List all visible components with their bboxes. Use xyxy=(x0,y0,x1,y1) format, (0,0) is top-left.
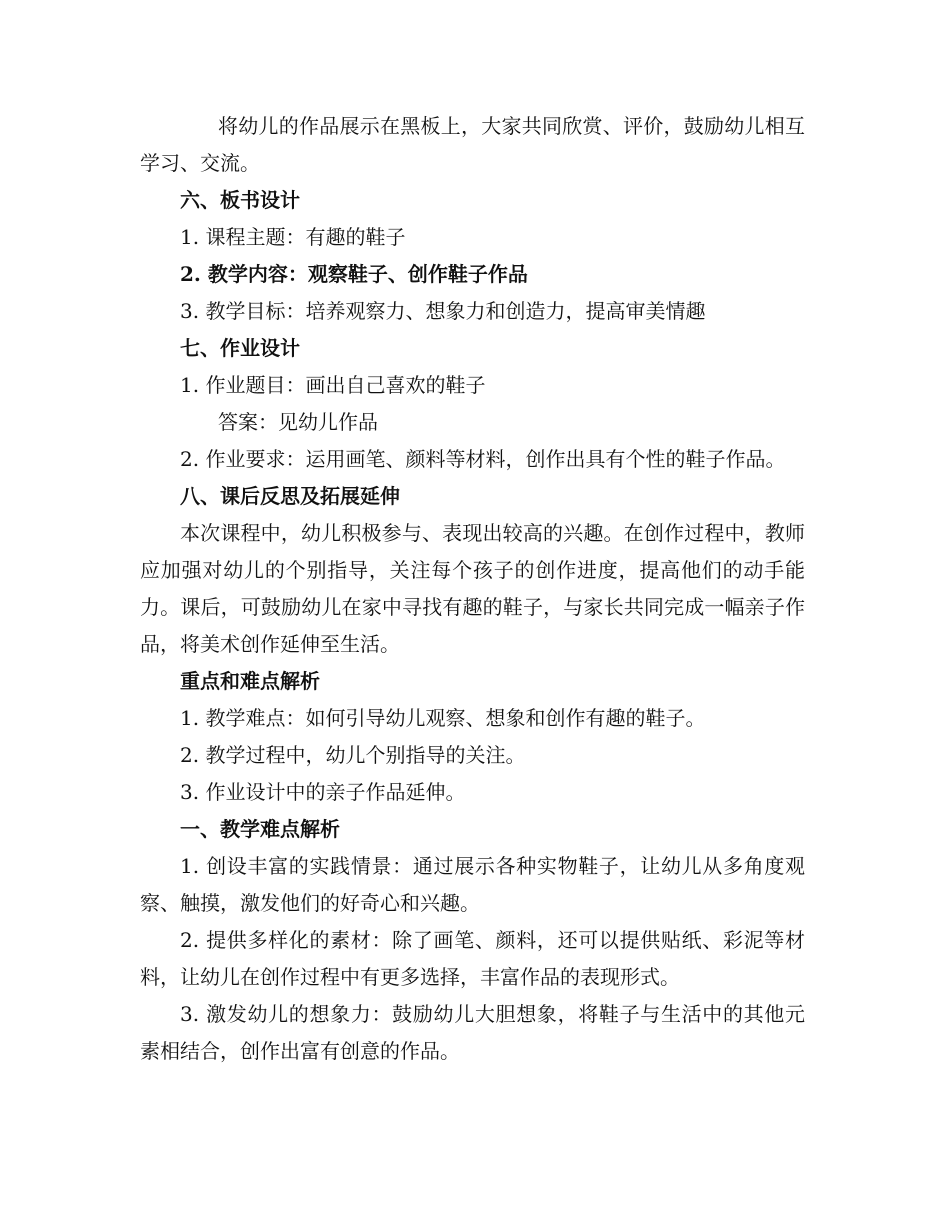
list-item-teaching-goal: 3. 教学目标：培养观察力、想象力和创造力，提高审美情趣 xyxy=(180,299,706,323)
list-item-difficulty-1: 1. 教学难点：如何引导幼儿观察、想象和创作有趣的鞋子。 xyxy=(180,706,706,730)
list-item-homework-topic: 1. 作业题目：画出自己喜欢的鞋子 xyxy=(180,373,486,397)
heading-difficulty-analysis: 一、教学难点解析 xyxy=(180,817,340,841)
list-item-homework-requirement: 2. 作业要求：运用画笔、颜料等材料，创作出具有个性的鞋子作品。 xyxy=(180,447,786,471)
list-item-course-theme: 1. 课程主题：有趣的鞋子 xyxy=(180,225,406,249)
heading-reflection: 八、课后反思及拓展延伸 xyxy=(180,484,400,508)
list-item-difficulty-2: 2. 教学过程中，幼儿个别指导的关注。 xyxy=(180,743,526,767)
document-page xyxy=(140,108,805,1070)
list-item-analysis-2: 2. 提供多样化的素材：除了画笔、颜料，还可以提供贴纸、彩泥等材料，让幼儿在创作过程中有更多选择，丰富作品的表现形式。 xyxy=(140,928,805,989)
heading-homework-design: 七、作业设计 xyxy=(180,336,300,360)
list-item-teaching-content: 2. 教学内容：观察鞋子、创作鞋子作品 xyxy=(180,262,528,286)
heading-key-difficult-points: 重点和难点解析 xyxy=(180,669,320,693)
list-item-difficulty-3: 3. 作业设计中的亲子作品延伸。 xyxy=(180,780,466,804)
homework-answer: 答案：见幼儿作品 xyxy=(218,410,378,434)
paragraph-reflection: 本次课程中，幼儿积极参与、表现出较高的兴趣。在创作过程中，教师应加强对幼儿的个别指导，关注每个孩子的创作进度，提高他们的动手能力。课后，可鼓励幼儿在家中寻找有趣的鞋子，与家长共同完成一幅亲子作品，将美术创作延伸至生活。 xyxy=(140,521,805,656)
paragraph-display-works: 将幼儿的作品展示在黑板上，大家共同欣赏、评价，鼓励幼儿相互学习、交流。 xyxy=(140,114,805,175)
heading-board-design: 六、板书设计 xyxy=(180,188,300,212)
list-item-analysis-3: 3. 激发幼儿的想象力：鼓励幼儿大胆想象，将鞋子与生活中的其他元素相结合，创作出富有创意的作品。 xyxy=(140,1002,805,1063)
list-item-analysis-1: 1. 创设丰富的实践情景：通过展示各种实物鞋子，让幼儿从多角度观察、触摸，激发他们的好奇心和兴趣。 xyxy=(140,854,805,915)
